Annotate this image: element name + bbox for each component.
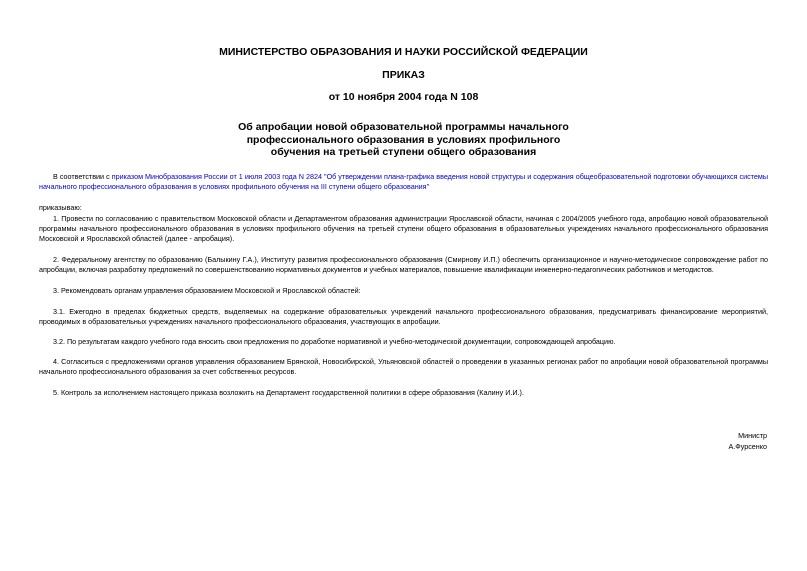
item-2-paragraph: 2. Федеральному агентству по образованию (Балыкину Г.А.), Институту развития профессионального образования (Смирнову И.П.) обеспечить организационное и научно-методическое сопровождение работ по апробации, включая разработку предложений по совершенствованию нормативных документов и учебных материалов, повышение квалификации инженерно-педагогических работников и методистов. (39, 255, 768, 275)
title-line-3: обучения на третьей ступени общего образования (270, 146, 537, 158)
item-3-paragraph: 3. Рекомендовать органам управления образованием Московской и Ярославской областей: (53, 286, 361, 295)
item-4-paragraph: 4. Согласиться с предложениями органов управления образованием Брянской, Новосибирской, Ульяновской областей о проведении в указанных регионах работ по апробации новой образовательной программы начального профессионального образования за счет собственных ресурсов. (39, 357, 768, 377)
preamble-paragraph (39, 172, 768, 192)
item-3-1-paragraph: 3.1. Ежегодно в пределах бюджетных средств, выделяемых на содержание образовательных учреждений начального профессионального образования, предусматривать финансирование мероприятий, проводимых в образовательных учреждениях начального профессионального образования, участвующих в апробации. (39, 307, 768, 327)
signature-position: Министр (738, 431, 767, 440)
document-date-number: от 10 ноября 2004 года N 108 (328, 91, 479, 103)
item-1-paragraph: 1. Провести по согласованию с правительством Московской области и Департаментом образования администрации Ярославской области, начиная с 2004/2005 учебного года, апробацию новой образовательной программы начального профессионального образования в условиях профильного обучения на третьей ступени общего образования в образовательных учреждениях начального профессионального образования Московской и Ярославской областей (далее - апробация). (39, 214, 768, 244)
item-3-2-paragraph: 3.2. По результатам каждого учебного года вносить свои предложения по доработке нормативной и учебно-методической документации, сопровождающей апробацию. (53, 337, 616, 346)
ministry-heading: МИНИСТЕРСТВО ОБРАЗОВАНИЯ И НАУКИ РОССИЙСКОЙ ФЕДЕРАЦИИ (219, 46, 588, 58)
signature-block (728, 431, 767, 452)
order-2824-link[interactable]: приказом Минобразования России от 1 июля 2003 года N 2824 "Об утверждении плана-графика введения новой структуры и содержания общеобразовательной подготовки обучающихся системы начального профессионального образования в условиях профильного обучения на III ступени общего образования" (39, 172, 768, 192)
signature-name: А.Фурсенко (728, 441, 767, 451)
title-line-2: профессионального образования в условиях профильного (246, 133, 561, 146)
preamble-prefix: В соответствии с (53, 172, 112, 181)
document-type: ПРИКАЗ (382, 69, 425, 81)
item-5-paragraph: 5. Контроль за исполнением настоящего приказа возложить на Департамент государственной политики в сфере образования (Калину И.И.). (53, 388, 524, 397)
title-line-1: Об апробации новой образовательной программы начального (238, 121, 569, 133)
decree-word: приказываю: (39, 203, 82, 212)
